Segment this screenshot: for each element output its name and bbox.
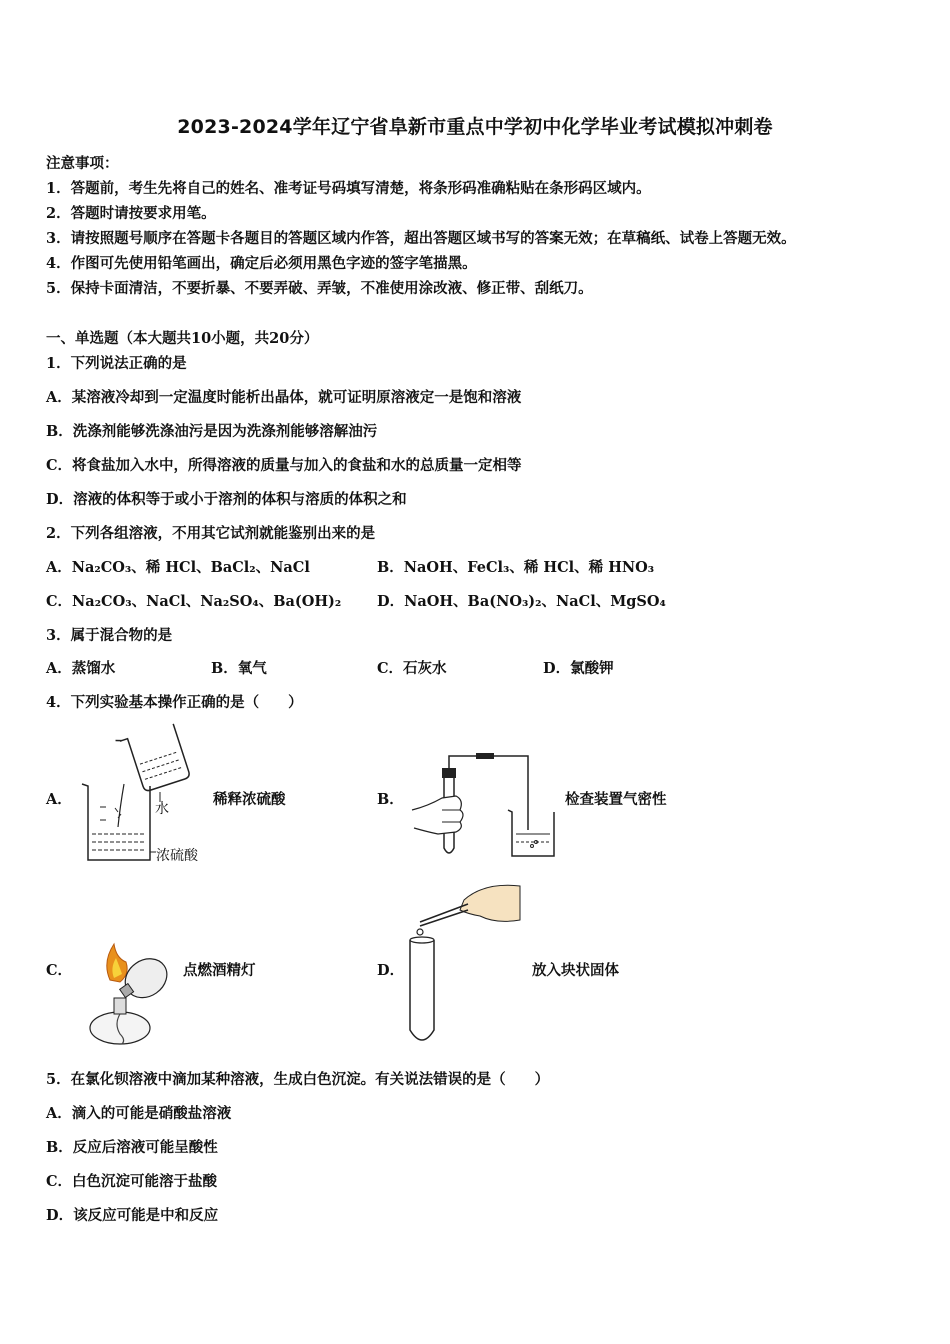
notice-item-4: 4．作图可先使用铅笔画出，确定后必须用黑色字迹的签字笔描黑。 [46, 255, 477, 272]
q4-option-a-label: A． [46, 791, 72, 808]
q2-option-a-text: Na₂CO₃、稀 HCl、BaCl₂、NaCl [71, 559, 310, 576]
q5-option-c: C．白色沉淀可能溶于盐酸 [46, 1173, 218, 1190]
q2-option-c-text: Na₂CO₃、NaCl、Na₂SO₄、Ba(OH)₂ [72, 593, 342, 610]
notice-heading: 注意事项： [46, 155, 119, 172]
q5-stem: 5．在氯化钡溶液中滴加某种溶液，生成白色沉淀。有关说法错误的是（ ） [46, 1071, 550, 1088]
q4-option-b-label: B． [377, 791, 404, 808]
q2-option-c-label: C． [46, 593, 73, 610]
q3-stem: 3．属于混合物的是 [46, 627, 173, 644]
q1-option-a: A．某溶液冷却到一定温度时能析出晶体，就可证明原溶液定一是饱和溶液 [46, 389, 522, 406]
q4-option-d-caption: 放入块状固体 [532, 962, 619, 979]
q2-option-b [377, 556, 654, 577]
q4-option-b-caption: 检查装置气密性 [565, 791, 667, 808]
q2-option-b-text: NaOH、FeCl₃、稀 HCl、稀 HNO₃ [403, 559, 655, 576]
q2-option-d-text: NaOH、Ba(NO₃)₂、NaCl、MgSO₄ [404, 593, 666, 610]
q2-option-d-label: D． [377, 593, 405, 610]
q1-option-b: B．洗涤剂能够洗涤油污是因为洗涤剂能够溶解油污 [46, 423, 378, 440]
alcohol-lamp-figure [80, 940, 172, 1048]
page-title: 2023-2024学年辽宁省阜新市重点中学初中化学毕业考试模拟冲刺卷 [177, 116, 773, 138]
q4-option-c-label: C． [46, 962, 73, 979]
water-label: 水 [155, 801, 169, 817]
q2-option-d [377, 590, 666, 611]
notice-item-1: 1．答题前，考生先将自己的姓名、准考证号码填写清楚，将条形码准确粘贴在条形码区域内。 [46, 180, 651, 197]
notice-item-3: 3．请按照题号顺序在答题卡各题目的答题区域内作答，超出答题区域书写的答案无效；在草稿纸、试卷上答题无效。 [46, 230, 796, 247]
conc-acid-label: 浓硫酸 [156, 848, 198, 864]
q1-option-d: D．溶液的体积等于或小于溶剂的体积与溶质的体积之和 [46, 491, 407, 508]
section-heading: 一、单选题（本大题共10小题，共20分） [46, 330, 319, 347]
q3-option-a: A．蒸馏水 [46, 660, 116, 677]
q3-option-d: D．氯酸钾 [543, 660, 614, 677]
q4-option-a-caption: 稀释浓硫酸 [213, 791, 286, 808]
q2-stem: 2．下列各组溶液，不用其它试剂就能鉴别出来的是 [46, 525, 376, 542]
q2-option-a-label: A． [46, 559, 72, 576]
notice-item-2: 2．答题时请按要求用笔。 [46, 205, 216, 222]
q3-option-c: C．石灰水 [377, 660, 447, 677]
q2-option-a [46, 556, 310, 577]
q1-option-c: C．将食盐加入水中，所得溶液的质量与加入的食盐和水的总质量一定相等 [46, 457, 522, 474]
q4-option-d-label: D． [377, 962, 405, 979]
block-solid-figure [404, 880, 526, 1048]
q2-option-b-label: B． [377, 559, 404, 576]
airtightness-figure [408, 748, 560, 863]
q5-option-a: A．滴入的可能是硝酸盐溶液 [46, 1105, 232, 1122]
q1-stem: 1．下列说法正确的是 [46, 355, 187, 372]
q4-stem: 4．下列实验基本操作正确的是（ ） [46, 694, 303, 711]
q4-option-c-caption: 点燃酒精灯 [183, 962, 256, 979]
q5-option-b: B．反应后溶液可能呈酸性 [46, 1139, 218, 1156]
q2-option-c [46, 590, 341, 611]
notice-item-5: 5．保持卡面清洁，不要折暴、不要弄破、弄皱，不准使用涂改液、修正带、刮纸刀。 [46, 280, 593, 297]
q3-option-b: B．氧气 [211, 660, 267, 677]
q5-option-d: D．该反应可能是中和反应 [46, 1207, 219, 1224]
